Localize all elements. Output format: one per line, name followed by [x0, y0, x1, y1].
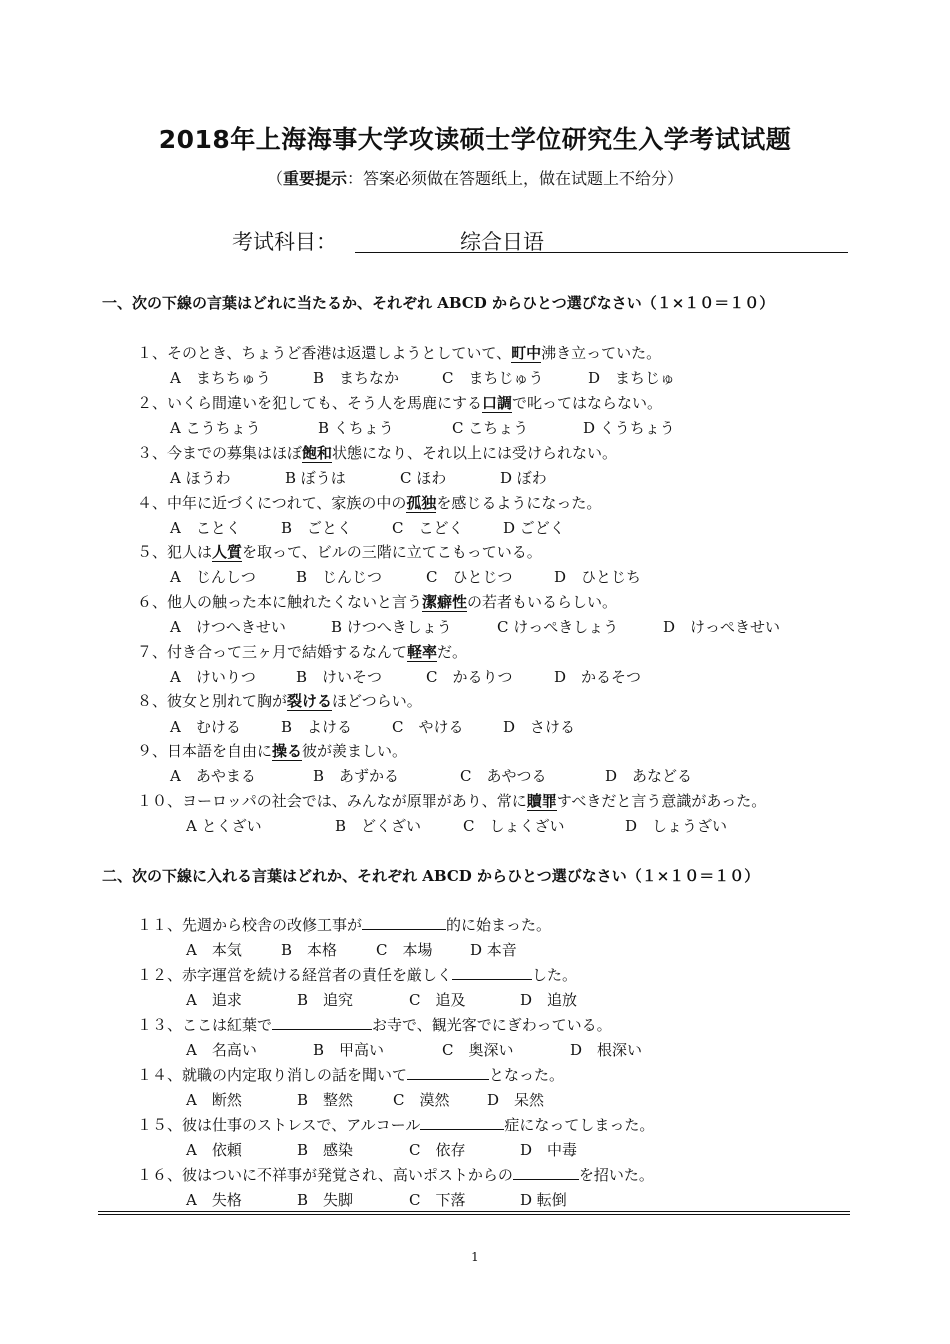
footer-rule	[98, 1211, 850, 1212]
option-a: A 追求	[186, 991, 242, 1009]
option-b: B 追究	[297, 991, 354, 1009]
option-d: D 本音	[470, 941, 517, 959]
question-text: を感じるようになった。	[436, 494, 602, 512]
question-text: ３、今までの募集はほぼ	[137, 444, 303, 462]
option-a: A あやまる	[170, 767, 256, 785]
answer-blank	[513, 1166, 579, 1180]
question-text: となった。	[489, 1066, 565, 1084]
option-a: A むける	[170, 718, 241, 736]
option-d: D ぼわ	[500, 469, 547, 487]
option-a: A ほうわ	[170, 469, 231, 487]
option-c: C こどく	[392, 519, 464, 537]
notice-text: ：答案必须做在答题纸上，做在试题上不给分）	[347, 169, 684, 188]
answer-blank	[407, 1066, 489, 1080]
option-d: D 追放	[520, 991, 578, 1009]
option-c: C 漠然	[393, 1091, 450, 1109]
question-10	[137, 790, 766, 811]
underlined-word: 裂ける	[287, 692, 333, 710]
subject-label: 考试科目：	[232, 230, 337, 254]
section-2-heading: 二、次の下線に入れる言葉はどれか、それぞれ ABCD からひとつ選びなさい（１×１０＝１０）	[102, 867, 760, 885]
underlined-word: 操る	[272, 742, 303, 760]
option-d: D ごどく	[503, 519, 565, 537]
option-b: B 整然	[297, 1091, 354, 1109]
option-d: D 転倒	[520, 1191, 567, 1209]
option-d: D かるそつ	[554, 668, 642, 686]
option-c: C やける	[392, 718, 464, 736]
footer-rule-thick	[98, 1214, 850, 1215]
question-text: だ。	[437, 643, 468, 661]
option-a: A けつへきせい	[170, 618, 286, 636]
question-7	[137, 641, 467, 662]
option-b: B けつへきしょう	[331, 618, 452, 636]
question-4	[137, 492, 601, 513]
question-text: １１、先週から校舎の改修工事が	[137, 916, 363, 934]
question-text: 状態になり、それ以上には受けられない。	[332, 444, 618, 462]
question-9	[137, 740, 407, 761]
option-a: A 名高い	[186, 1041, 257, 1059]
page-number: 1	[471, 1250, 479, 1264]
question-text: ６、他人の触った本に触れたくないと言う	[137, 593, 423, 611]
option-d: D あなどる	[605, 767, 693, 785]
question-text: ９、日本語を自由に	[137, 742, 273, 760]
option-b: B よける	[281, 718, 353, 736]
question-text: で叱ってはならない。	[512, 394, 663, 412]
option-c: C 奥深い	[442, 1041, 514, 1059]
option-b: B どくざい	[335, 817, 422, 835]
option-c: C 下落	[409, 1191, 466, 1209]
question-12	[137, 964, 577, 985]
question-text: の若者もいるらしい。	[467, 593, 618, 611]
option-d: D 中毒	[520, 1141, 578, 1159]
option-b: B 甲高い	[313, 1041, 385, 1059]
question-14	[137, 1064, 564, 1085]
question-text: を取って、ビルの三階に立てこもっている。	[242, 543, 542, 561]
question-text: ５、犯人は	[137, 543, 213, 561]
option-d: D しょうざい	[625, 817, 728, 835]
question-2	[137, 392, 662, 413]
question-text: １５、彼は仕事のストレスで、アルコール	[137, 1116, 421, 1134]
option-d: D くうちょう	[583, 419, 675, 437]
option-c: C 依存	[409, 1141, 466, 1159]
option-c: C しょくざい	[463, 817, 565, 835]
exam-title: 2018年上海海事大学攻读硕士学位研究生入学考试试题	[158, 125, 792, 154]
option-c: C ひとじつ	[426, 568, 513, 586]
question-11	[137, 914, 551, 935]
notice-open-paren: （	[266, 169, 283, 188]
question-13	[137, 1014, 612, 1035]
question-text: ８、彼女と別れて胸が	[137, 692, 288, 710]
question-text: ほどつらい。	[332, 692, 422, 710]
question-16	[137, 1164, 654, 1185]
answer-blank	[452, 966, 532, 980]
question-text: １２、赤字運営を続ける経営者の責任を厳しく	[137, 966, 453, 984]
question-text: を招いた。	[578, 1166, 654, 1184]
option-c: C ほわ	[400, 469, 447, 487]
option-d: D 呆然	[487, 1091, 545, 1109]
option-d: D さける	[503, 718, 576, 736]
option-b: B 失脚	[297, 1191, 354, 1209]
question-8	[137, 690, 422, 711]
section-1-heading: 一、次の下線の言葉はどれに当たるか、それぞれ ABCD からひとつ選びなさい（１×１０＝１０）	[102, 294, 775, 312]
option-b: B あずかる	[313, 767, 400, 785]
option-b: B ごとく	[281, 519, 353, 537]
option-a: A ことく	[170, 519, 241, 537]
question-text: ４、中年に近づくにつれて、家族の中の	[137, 494, 407, 512]
option-c: C まちじゅう	[442, 369, 544, 387]
option-d: D ひとじち	[554, 568, 642, 586]
option-b: B ぼうは	[285, 469, 346, 487]
important-notice	[0, 166, 950, 189]
question-text: お寺で、観光客でにぎわっている。	[372, 1016, 612, 1034]
option-a: A まちちゅう	[170, 369, 271, 387]
underlined-word: 口調	[482, 394, 513, 412]
underlined-word: 町中	[511, 344, 542, 362]
option-d: D まちじゅ	[588, 369, 676, 387]
option-b: B けいそつ	[296, 668, 383, 686]
question-text: ７、付き合って三ヶ月で結婚するなんて	[137, 643, 408, 661]
question-15	[137, 1114, 654, 1135]
question-1	[137, 342, 661, 363]
answer-blank	[362, 916, 446, 930]
question-text: 的に始まった。	[446, 916, 552, 934]
option-a: A けいりつ	[170, 668, 256, 686]
option-a: A とくざい	[186, 817, 262, 835]
option-a: A 失格	[186, 1191, 242, 1209]
question-text: 彼が羨ましい。	[302, 742, 408, 760]
option-d: D けっぺきせい	[663, 618, 781, 636]
option-d: D 根深い	[570, 1041, 643, 1059]
question-text: １４、就職の内定取り消しの話を聞いて	[137, 1066, 408, 1084]
question-text: 症になってしまった。	[504, 1116, 655, 1134]
option-b: B くちょう	[318, 419, 394, 437]
answer-blank	[272, 1016, 372, 1030]
question-text: １、そのとき、ちょうど香港は返還しようとしていて、	[137, 344, 512, 362]
question-text: 沸き立っていた。	[541, 344, 662, 362]
question-text: １６、彼はついに不祥事が発覚され、高いポストからの	[137, 1166, 513, 1184]
underlined-word: 人質	[212, 543, 243, 561]
question-6	[137, 591, 617, 612]
option-b: B まちなか	[313, 369, 400, 387]
option-c: C かるりつ	[426, 668, 513, 686]
underlined-word: 飽和	[302, 444, 333, 462]
option-c: C 追及	[409, 991, 466, 1009]
question-text: １０、ヨーロッパの社会では、みんなが原罪があり、常に	[137, 792, 527, 810]
option-c: C けっぺきしょう	[497, 618, 619, 636]
subject-underline	[355, 252, 848, 253]
option-c: C あやつる	[460, 767, 547, 785]
underlined-word: 潔癖性	[422, 593, 468, 611]
question-5	[137, 541, 542, 562]
option-a: A 本気	[186, 941, 242, 959]
option-a: A じんしつ	[170, 568, 256, 586]
option-a: A こうちょう	[170, 419, 261, 437]
subject-value: 综合日语	[460, 230, 544, 254]
question-text: １３、ここは紅葉で	[137, 1016, 273, 1034]
underlined-word: 孤独	[406, 494, 437, 512]
option-a: A 依頼	[186, 1141, 242, 1159]
notice-label: 重要提示	[282, 169, 347, 188]
option-a: A 断然	[186, 1091, 242, 1109]
answer-blank	[420, 1116, 504, 1130]
option-b: B 本格	[281, 941, 338, 959]
question-text: した。	[532, 966, 578, 984]
option-b: B じんじつ	[296, 568, 383, 586]
question-text: ２、いくら間違いを犯しても、そう人を馬鹿にする	[137, 394, 483, 412]
option-b: B 感染	[297, 1141, 354, 1159]
underlined-word: 贖罪	[526, 792, 557, 810]
question-3	[137, 442, 617, 463]
question-text: すべきだと言う意識があった。	[556, 792, 767, 810]
option-c: C 本場	[376, 941, 433, 959]
option-c: C こちょう	[452, 419, 529, 437]
underlined-word: 軽率	[407, 643, 438, 661]
